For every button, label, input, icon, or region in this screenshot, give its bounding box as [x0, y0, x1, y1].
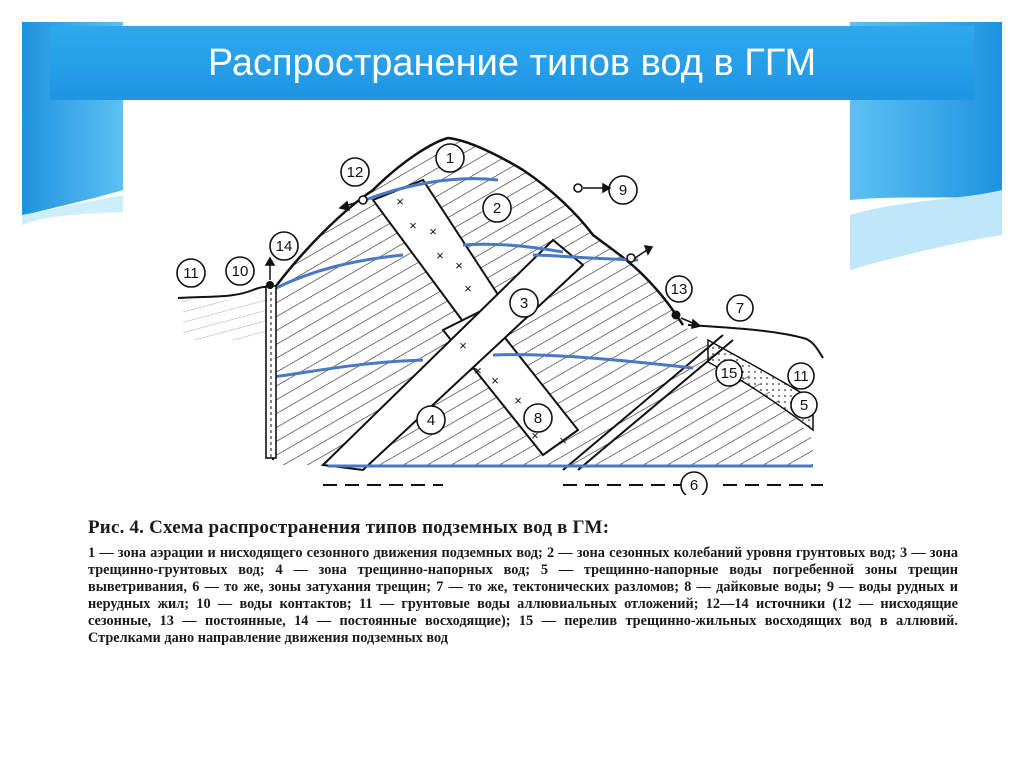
label-5: 5 [799, 397, 809, 414]
right-wave-light [850, 190, 1002, 270]
well-column [266, 286, 276, 458]
label-11-right: 11 [793, 368, 809, 385]
title-bar [50, 26, 974, 100]
figure-panel [123, 100, 850, 495]
label-7: 7 [735, 300, 745, 317]
label-14: 14 [275, 238, 293, 255]
label-12: 12 [346, 164, 364, 181]
label-6: 6 [689, 477, 699, 494]
svg-text:×: × [409, 218, 417, 233]
svg-text:×: × [474, 363, 482, 378]
label-10: 10 [231, 263, 249, 280]
svg-text:×: × [491, 373, 499, 388]
figure-caption [88, 517, 958, 647]
left-ground [178, 287, 273, 460]
svg-text:×: × [429, 224, 437, 239]
svg-text:×: × [464, 281, 472, 296]
label-1: 1 [445, 150, 455, 167]
svg-text:×: × [459, 338, 467, 353]
label-2: 2 [492, 200, 502, 217]
caption-title: Рис. 4. Схема распространения типов подземных вод в ГМ: [88, 517, 610, 538]
label-13: 13 [670, 281, 688, 298]
label-15: 15 [720, 365, 738, 382]
svg-text:×: × [436, 248, 444, 263]
label-11-left: 11 [183, 265, 199, 282]
label-8: 8 [533, 410, 543, 427]
caption-body: 1 — зона аэрации и нисходящего сезонного движения подземных вод; 2 — зона сезонных колебаний уровня грунтовых вод; 3 — зона трещинно-грунтовых вод; 4 — зона трещинно-напорных вод; 5 — трещинно-напорные воды погребенной зоны трещин выветривания, 6 — то же, зоны затухания трещин; 7 — то же, тектонических разломов; 8 — дайковые воды; 9 — воды рудных и нерудных жил; 10 — воды контактов; 11 — грунтовые воды аллювиальных отложений; 12—14 источники (12 — нисходящие сезонные, 13 — постоянные, 14 — постоянные восходящие); 15 — перелив трещинно-жильных восходящих вод в аллювий. Стрелками дано направление движения подземных вод [88, 545, 958, 646]
slide-title: Распространение типов вод в ГГМ [207, 42, 817, 84]
svg-text:×: × [531, 428, 539, 443]
label-4: 4 [426, 412, 436, 429]
geology-diagram [123, 100, 850, 495]
label-9: 9 [618, 182, 628, 199]
label-3: 3 [519, 295, 529, 312]
svg-text:×: × [514, 393, 522, 408]
svg-text:×: × [396, 194, 404, 209]
svg-text:×: × [455, 258, 463, 273]
svg-text:×: × [559, 433, 567, 448]
